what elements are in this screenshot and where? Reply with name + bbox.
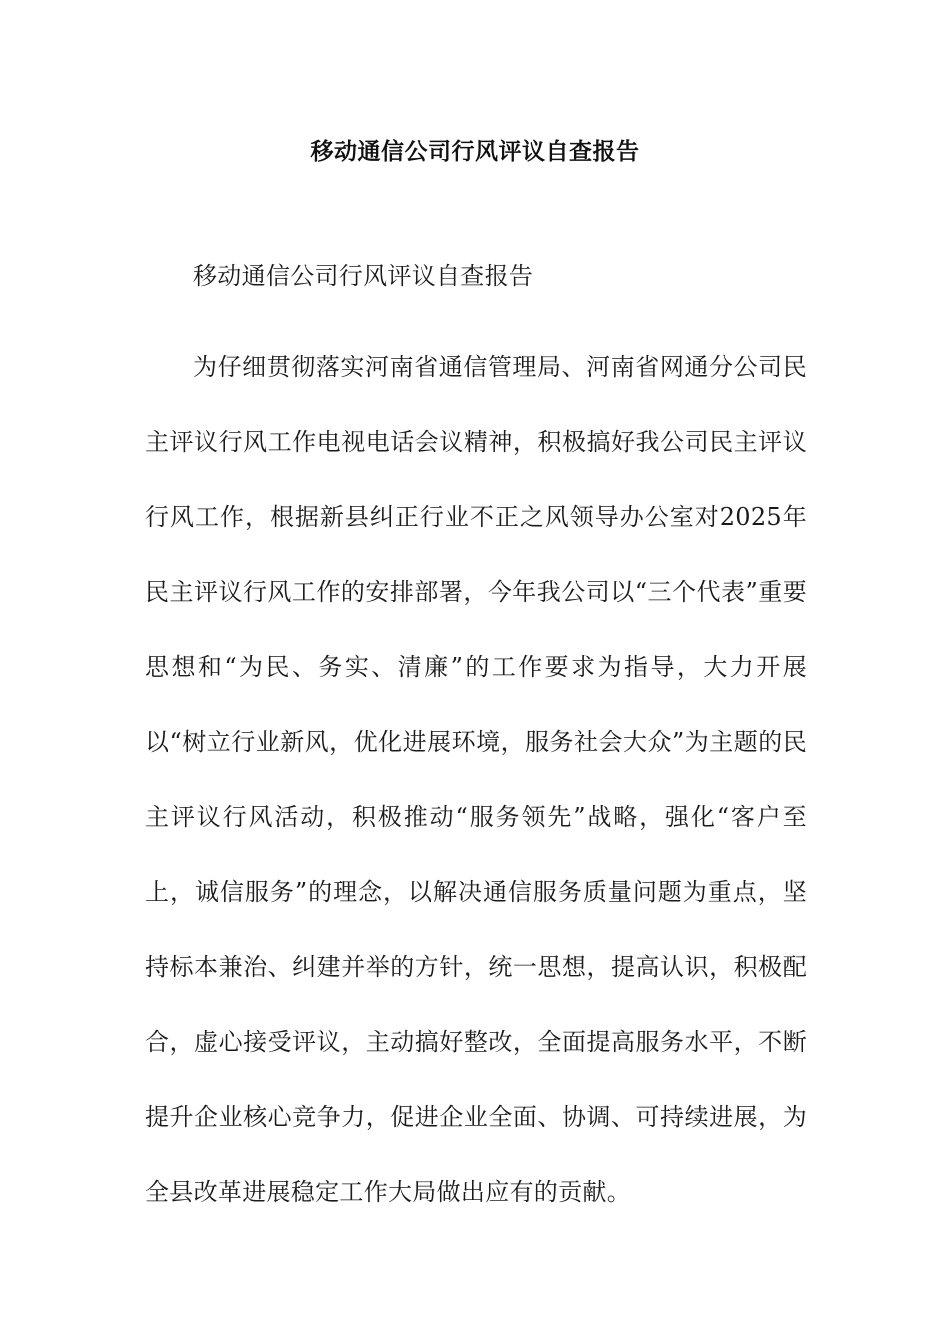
document-subtitle: 移动通信公司行风评议自查报告 xyxy=(193,262,534,290)
body-paragraph: 为仔细贯彻落实河南省通信管理局、河南省网通分公司民主评议行风工作电视电话会议精神，积极搞好我公司民主评议行风工作，根据新县纠正行业不正之风领导办公室对2025年民主评议行风工作的安排部署，今年我公司以“三个代表”重要思想和“为民、务实、清廉”的工作要求为指导，大力开展以“树立行业新风，优化进展环境，服务社会大众”为主题的民主评议行风活动，积极推动“服务领先”战略，强化“客户至上，诚信服务”的理念，以解决通信服务质量问题为重点，坚持标本兼治、纠建并举的方针，统一思想，提高认识，积极配合，虚心接受评议，主动搞好整改，全面提高服务水平，不断提升企业核心竞争力，促进企业全面、协调、可持续进展，为全县改革进展稳定工作大局做出应有的贡献。 xyxy=(145,353,807,1206)
document-title: 移动通信公司行风评议自查报告 xyxy=(310,139,640,165)
